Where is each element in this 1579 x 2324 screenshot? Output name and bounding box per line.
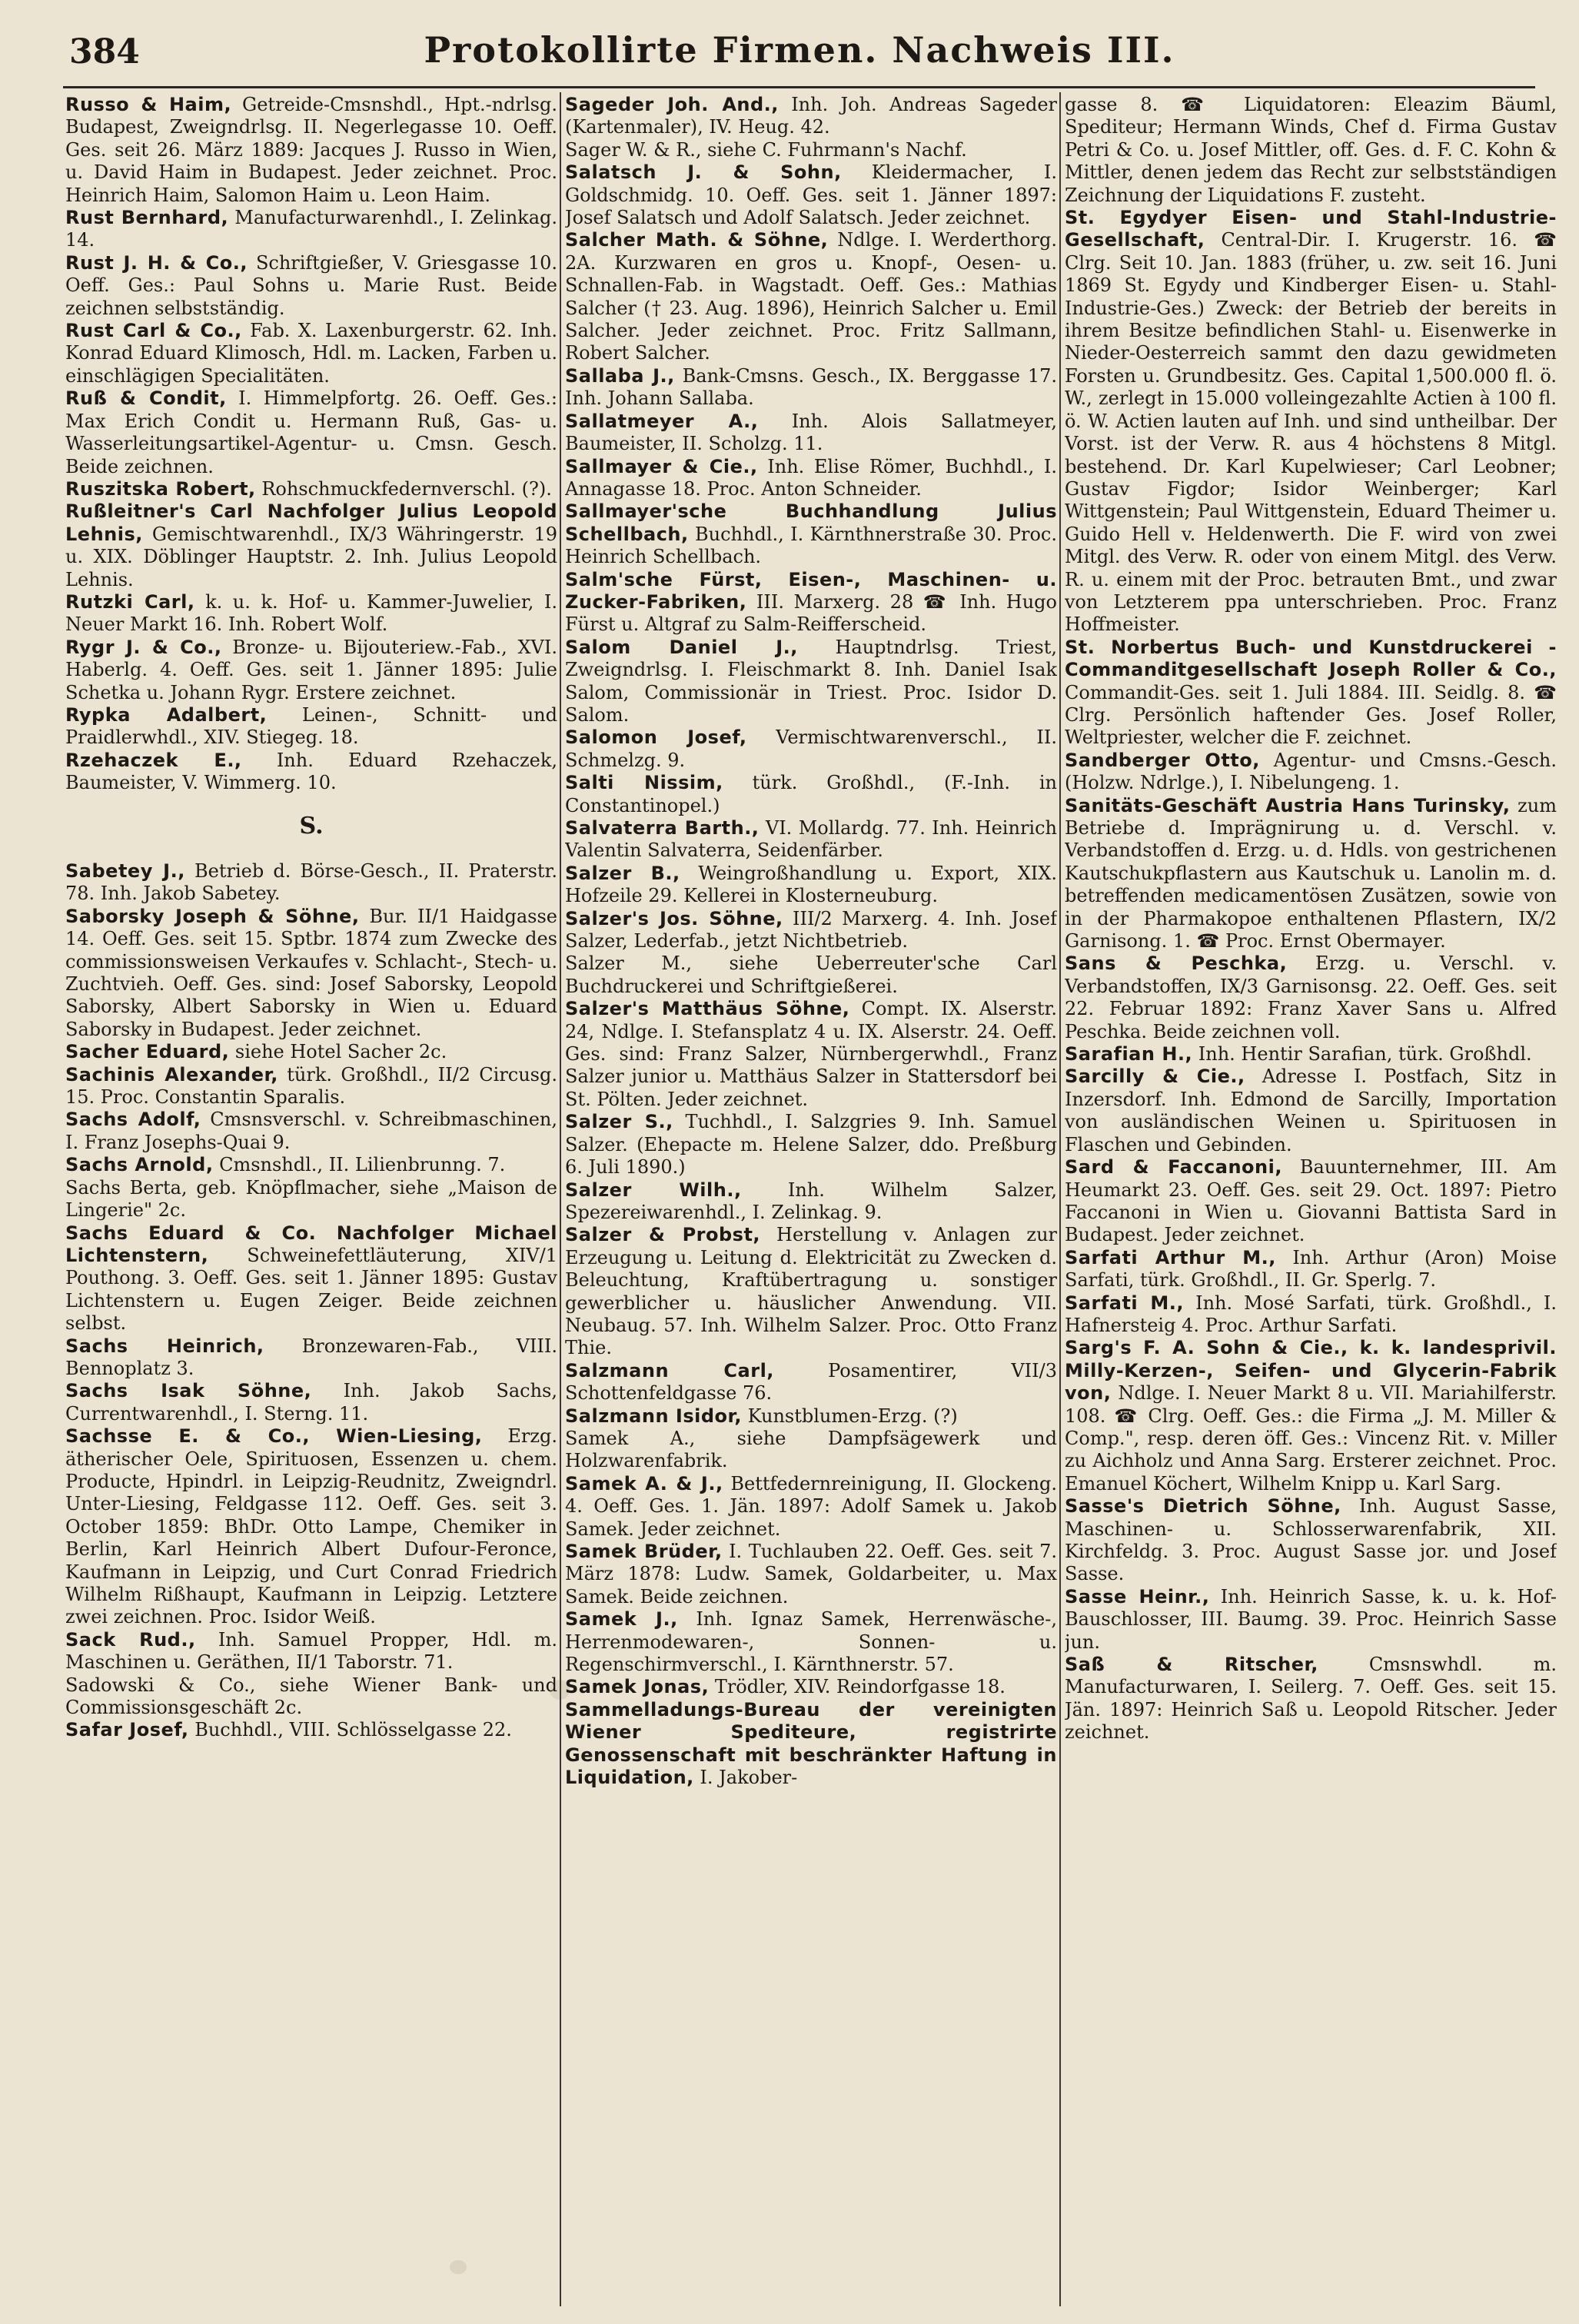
firm-name: Sarg's F. A. Sohn & Cie., k. k. landesprivil. Milly-Kerzen-, Seifen- und Glycerin-Fabrik von, — [1065, 1337, 1557, 1405]
firm-entry — [1065, 1066, 1557, 1156]
firm-entry — [65, 1222, 557, 1335]
firm-details: Inh. Mosé Sarfati, türk. Großhdl., I. Hafnersteig 4. Proc. Arthur Sarfati. — [1065, 1292, 1557, 1336]
firm-name: Sacher Eduard, — [65, 1041, 230, 1063]
firm-entry — [1065, 637, 1557, 750]
firm-name: Samek A. & J., — [565, 1472, 723, 1494]
firm-entry — [565, 500, 1057, 568]
firm-entry — [65, 1064, 557, 1109]
firm-name: Sasse's Dietrich Söhne, — [1065, 1495, 1341, 1518]
firm-details: Fab. X. Laxenburgerstr. 62. Inh. Konrad Eduard Klimosch, Hdl. m. Lacken, Farben u. einschlägigen Specialitäten. — [65, 320, 557, 387]
column-2 — [565, 94, 1057, 2308]
firm-details: Commandit-Ges. seit 1. Juli 1884. III. Seidlg. 8. ☎ Clrg. Persönlich haftender Ges. Josef Roller, Weltpriester, welcher die F. zeichnet. — [1065, 681, 1557, 749]
firm-name: Russo & Haim, — [65, 94, 232, 115]
firm-name: Sageder Joh. And., — [565, 94, 779, 115]
firm-name: Rust J. H. & Co., — [65, 251, 248, 274]
firm-name: Rzehaczek E., — [65, 749, 242, 771]
firm-details: Agentur- und Cmsns.-Gesch. (Holzw. Ndrlge.), I. Nibelungeng. 1. — [1065, 749, 1557, 794]
firm-details: Posamentirer, VII/3 Schottenfeldgasse 76. — [565, 1359, 1057, 1405]
firm-details: Bronzewaren-Fab., VIII. Bennoplatz 3. — [65, 1335, 557, 1379]
firm-details: Gemischtwarenhdl., IX/3 Währingerstr. 19 u. XIX. Döblinger Hauptstr. 2. Inh. Julius Leopold Lehnis. — [65, 523, 557, 590]
firm-details: türk. Großhdl., II/2 Circusg. 15. Proc. Constantin Sparalis. — [65, 1063, 557, 1109]
firm-details: Ndlge. I. Werderthorg. 2A. Kurzwaren en gros u. Knopf-, Oesen- u. Schnallen-Fab. in Wagstadt. Oeff. Ges.: Mathias Salcher († 23. Aug. 1896), Heinrich Salcher u. Emil Salcher. Jeder zeichnet. Proc. Fritz Sallmann, Robert Salcher. — [565, 229, 1057, 364]
page-header — [69, 29, 1530, 83]
firm-name: Sachs Arnold, — [65, 1154, 214, 1176]
firm-entry — [565, 1473, 1057, 1541]
firm-entry — [565, 637, 1057, 727]
firm-entry — [565, 998, 1057, 1111]
firm-entry — [565, 1676, 1057, 1698]
firm-entry — [65, 1674, 557, 1720]
firm-entry — [565, 1360, 1057, 1405]
firm-entry — [65, 906, 557, 1041]
firm-name: Salatsch J. & Sohn, — [565, 161, 842, 184]
firm-name: Sarcilly & Cie., — [1065, 1066, 1245, 1088]
firm-name: Sachinis Alexander, — [65, 1063, 278, 1086]
firm-details: Betrieb d. Börse-Gesch., II. Praterstr. 78. Inh. Jakob Sabetey. — [65, 860, 557, 905]
firm-entry — [1065, 795, 1557, 953]
firm-entry — [65, 860, 557, 906]
firm-entry — [565, 1608, 1057, 1676]
firm-name: St. Egydyer Eisen- und Stahl-Industrie-Gesellschaft, — [1065, 207, 1557, 251]
firm-name: Salom Daniel J., — [565, 636, 798, 658]
firm-name: St. Norbertus Buch- und Kunstdruckerei - Commanditgesellschaft Joseph Roller & Co., — [1065, 636, 1557, 681]
firm-name: Salzer Wilh., — [565, 1179, 742, 1201]
firm-name: Salomon Josef, — [565, 726, 747, 749]
firm-details: Bauunternehmer, III. Am Heumarkt 23. Oeff. Ges. seit 29. Oct. 1897: Pietro Faccanoni in Wien u. Giovanni Battista Sard in Budapest. Jeder zeichnet. — [1065, 1156, 1557, 1246]
firm-entry — [565, 365, 1057, 411]
section-letter: S. — [299, 812, 324, 839]
firm-details: Bronze- u. Bijouteriew.-Fab., XVI. Haberlg. 4. Oeff. Ges. seit 1. Jänner 1895: Julie Schetka u. Johann Rygr. Erstere zeichnet. — [65, 636, 557, 703]
firm-details: I. Jakober- — [700, 1767, 798, 1789]
firm-details: Sager W. & R., siehe C. Fuhrmann's Nachf. — [565, 138, 967, 161]
firm-details: Buchhdl., VIII. Schlösselgasse 22. — [194, 1719, 512, 1741]
firm-details: Bur. II/1 Haidgasse 14. Oeff. Ges. seit 15. Sptbr. 1874 zum Zwecke des commissionsweisen Verkaufes v. Schlacht-, Stech- u. Zuchtvieh. Oeff. Ges. sind: Josef Saborsky, Leopold Saborsky, Albert Saborsky in Wien u. Eduard Saborsky in Budapest. Jeder zeichnet. — [65, 905, 557, 1040]
firm-entry — [565, 94, 1057, 139]
header-rule — [63, 86, 1535, 88]
firm-entry — [1065, 1156, 1557, 1247]
firm-details: Tuchhdl., I. Salzgries 9. Inh. Samuel Salzer. (Ehepacte m. Helene Salzer, ddo. Preßburg 6. Juli 1890.) — [565, 1111, 1057, 1179]
firm-entry — [1065, 1247, 1557, 1292]
firm-name: Salcher Math. & Söhne, — [565, 229, 829, 251]
firm-details: Cmsnshdl., II. Lilienbrunng. 7. — [219, 1154, 506, 1176]
firm-name: Sallatmeyer A., — [565, 410, 759, 432]
firm-name: Sack Rud., — [65, 1628, 196, 1651]
firm-details: Buchhdl., I. Kärnthnerstraße 30. Proc. Heinrich Schellbach. — [565, 523, 1057, 568]
firm-name: Salzer S., — [565, 1111, 673, 1133]
firm-details: Kunstblumen-Erzg. (?) — [747, 1405, 958, 1427]
firm-details: Salzer M., siehe Ueberreuter'sche Carl Buchdruckerei und Schriftgießerei. — [565, 953, 1057, 997]
firm-entry — [65, 637, 557, 704]
firm-entry — [565, 726, 1057, 772]
firm-details: k. u. k. Hof- u. Kammer-Juwelier, I. Neuer Markt 16. Inh. Robert Wolf. — [65, 590, 557, 636]
firm-details: Inh. Heinrich Sasse, k. u. k. Hof-Bauschlosser, III. Baumg. 39. Proc. Heinrich Sasse jun. — [1065, 1585, 1557, 1653]
firm-details: Trödler, XIV. Reindorfgasse 18. — [714, 1676, 1006, 1698]
firm-entry — [65, 1041, 557, 1063]
firm-details: Inh. Joh. Andreas Sageder (Kartenmaler), IV. Heug. 42. — [565, 94, 1057, 138]
firm-name: Sarfati M., — [1065, 1292, 1185, 1314]
firm-details: VI. Mollardg. 77. Inh. Heinrich Valentin Salvaterra, Seidenfärber. — [565, 817, 1057, 862]
firm-details: gasse 8. ☎ Liquidatoren: Eleazim Bäuml, Spediteur; Hermann Winds, Chef d. Firma Gustav Petri & Co. u. Josef Mittler, off. Ges. d. F. C. Kohn & Mittler, denen jedem das Recht zur selbstständigen Zeichnung der Liquidations F. zusteht. — [1065, 94, 1557, 206]
firm-entry — [565, 456, 1057, 501]
firm-entry — [65, 94, 557, 207]
firm-entry — [65, 1629, 557, 1674]
firm-name: Sallmayer'sche Buchhandlung Julius Schellbach, — [565, 500, 1057, 545]
firm-entry — [65, 1425, 557, 1629]
firm-details: Bettfedernreinigung, II. Glockeng. 4. Oeff. Ges. 1. Jän. 1897: Adolf Samek u. Jakob Samek. Jeder zeichnet. — [565, 1472, 1057, 1540]
firm-details: Sachs Berta, geb. Knöpflmacher, siehe „Maison de Lingerie" 2c. — [65, 1176, 557, 1222]
firm-entry — [65, 207, 557, 252]
running-title: Protokollirte Firmen. Nachweis III. — [424, 29, 1175, 71]
firm-name: Salzer B., — [565, 862, 680, 884]
firm-entry — [65, 591, 557, 637]
firm-details: Inh. Samuel Propper, Hdl. m. Maschinen u. Geräthen, II/1 Taborstr. 71. — [65, 1628, 557, 1674]
firm-details: Herstellung v. Anlagen zur Erzeugung u. Leitung d. Elektricität zu Zwecken d. Beleuchtung, Kraftübertragung u. sonstiger gewerblicher u. häuslicher Anwendung. VII. Neubaug. 57. Inh. Wilhelm Salzer. Proc. Otto Franz Thie. — [565, 1224, 1057, 1359]
firm-name: Salzer & Probst, — [565, 1224, 761, 1246]
firm-details: Cmsnswhdl. m. Manufacturwaren, I. Seilerg. 7. Oeff. Ges. seit 15. Jän. 1897: Heinrich Saß u. Leopold Ritscher. Jeder zeichnet. — [1065, 1654, 1557, 1744]
firm-name: Sachs Adolf, — [65, 1109, 201, 1131]
firm-name: Sallmayer & Cie., — [565, 455, 758, 477]
firm-details: Inh. Ignaz Samek, Herrenwäsche-, Herrenmodewaren-, Sonnen- u. Regenschirmverschl., I. Kärnthnerstr. 57. — [565, 1608, 1057, 1676]
firm-entry — [565, 772, 1057, 817]
firm-name: Ruszitska Robert, — [65, 477, 256, 500]
firm-name: Rutzki Carl, — [65, 590, 195, 613]
firm-entry — [565, 908, 1057, 953]
firm-name: Salvaterra Barth., — [565, 817, 760, 839]
firm-details: Central-Dir. I. Krugerstr. 16. ☎ Clrg. Seit 10. Jan. 1883 (früher, u. zw. seit 16. Juni 1869 St. Egydy und Kindberger Eisen- u. Stahl-Industrie-Ges.) Zweck: der Betrieb der bereits in ihrem Besitze befindlichen Stahl- u. Eisenwerke in Nieder-Oesterreich sammt den dazu gewidmeten Forsten u. Grundbesitz. Ges. Capital 1,500.000 fl. ö. W., zerlegt in 15.000 volleingezahlte Actien à 100 fl. ö. W. Actien lauten auf Inh. und sind untheilbar. Der Vorst. ist der Verw. R. aus 4 höchstens 8 Mitgl. bestehend. Dr. Karl Kupelwieser; Carl Leobner; Gustav Figdor; Isidor Weinberger; Karl Wittgenstein; Paul Wittgenstein, Eduard Theimer u. Guido Hell v. Heldenwerth. Die F. wird von zwei Mitgl. des Verw. R. oder von einem Mitgl. des Verw. R. u. einem mit der Proc. betrauten Bmt., und zwar von Letzterem ppa unterschrieben. Proc. Franz Hoffmeister. — [1065, 229, 1557, 636]
firm-entry — [565, 1405, 1057, 1428]
firm-name: Ruß & Condit, — [65, 387, 227, 410]
firm-entry — [65, 1154, 557, 1176]
firm-details: Leinen-, Schnitt- und Praidlerwhdl., XIV. Stiegeg. 18. — [65, 703, 557, 749]
firm-entry — [65, 478, 557, 500]
firm-details: Inh. Jakob Sachs, Currentwarenhdl., I. Sterng. 11. — [65, 1380, 557, 1425]
firm-entry — [1065, 1654, 1557, 1744]
firm-entry — [65, 1380, 557, 1425]
firm-entry — [565, 1699, 1057, 1790]
firm-entry — [1065, 750, 1557, 795]
firm-name: Sammelladungs-Bureau der vereinigten Wiener Spediteure, registrirte Genossenschaft mit beschränkter Haftung in Liquidation, — [565, 1698, 1057, 1789]
firm-details: Samek A., siehe Dampfsägewerk und Holzwarenfabrik. — [565, 1427, 1057, 1472]
column-divider — [560, 92, 561, 2306]
firm-entry — [65, 500, 557, 591]
firm-details: Vermischtwarenverschl., II. Schmelzg. 9. — [565, 726, 1057, 771]
firm-details: III. Marxerg. 28 ☎ Inh. Hugo Fürst u. Altgraf zu Salm-Reifferscheid. — [565, 590, 1057, 636]
firm-details: III/2 Marxerg. 4. Inh. Josef Salzer, Lederfab., jetzt Nichtbetrieb. — [565, 907, 1057, 953]
firm-details: Ndlge. I. Neuer Markt 8 u. VII. Mariahilferstr. 108. ☎ Clrg. Oeff. Ges.: die Firma „J. M. Miller & Comp.", resp. deren öff. Ges.: Vincenz Rit. v. Miller zu Aichholz und Anna Sarg. Ersterer zeichnet. Proc. Emanuel Köchert, Wilhelm Knipp u. Karl Sarg. — [1065, 1382, 1557, 1494]
firm-name: Safar Josef, — [65, 1719, 189, 1741]
firm-name: Samek Jonas, — [565, 1676, 710, 1698]
column-divider — [1059, 92, 1061, 2306]
firm-name: Saß & Ritscher, — [1065, 1654, 1318, 1676]
firm-details: Cmsnsverschl. v. Schreibmaschinen, I. Franz Josephs-Quai 9. — [65, 1109, 557, 1153]
firm-details: Getreide-Cmsnshdl., Hpt.-ndrlsg. Budapest, Zweigndrlsg. II. Negerlegasse 10. Oeff. Ges. seit 26. März 1889: Jacques J. Russo in Wien, u. David Haim in Budapest. Jeder zeichnet. Proc. Heinrich Haim, Salomon Haim u. Leon Haim. — [65, 94, 557, 206]
firm-details: Bank-Cmsns. Gesch., IX. Berggasse 17. Inh. Johann Sallaba. — [565, 364, 1057, 410]
firm-details: Erzg. u. Verschl. v. Verbandstoffen, IX/3 Garnisonsg. 22. Oeff. Ges. seit 22. Februar 1892: Franz Xaver Sans u. Alfred Peschka. Beide zeichnen voll. — [1065, 953, 1557, 1042]
firm-name: Rypka Adalbert, — [65, 703, 268, 726]
firm-details: Schweinefettläuterung, XIV/1 Pouthong. 3. Oeff. Ges. seit 1. Jänner 1895: Gustav Lichtenstern u. Eugen Zeiger. Beide zeichnen selbst. — [65, 1244, 557, 1335]
firm-entry — [1065, 207, 1557, 637]
firm-details: I. Himmelpfortg. 26. Oeff. Ges.: Max Erich Condit u. Hermann Ruß, Gas- u. Wasserleitungsartikel-Agentur- u. Cmsn. Gesch. Beide zeichnen. — [65, 387, 557, 477]
firm-name: Sachsse E. & Co., Wien-Liesing, — [65, 1425, 483, 1448]
firm-entry — [565, 863, 1057, 908]
firm-details: Schriftgießer, V. Griesgasse 10. Oeff. Ges.: Paul Sohns u. Marie Rust. Beide zeichnen selbstständig. — [65, 251, 557, 319]
firm-name: Rust Carl & Co., — [65, 320, 242, 342]
firm-details: Inh. Arthur (Aron) Moise Sarfati, türk. Großhdl., II. Gr. Sperlg. 7. — [1065, 1246, 1557, 1292]
firm-details: Rohschmuckfedernverschl. (?). — [261, 477, 552, 500]
firm-details: Adresse I. Postfach, Sitz in Inzersdorf. Inh. Edmond de Sarcilly, Importation von ausländischen Weinen u. Spirituosen in Flaschen und Gebinden. — [1065, 1066, 1557, 1155]
firm-details: siehe Hotel Sacher 2c. — [234, 1041, 447, 1063]
firm-details: Erzg. ätherischer Oele, Spirituosen, Essenzen u. chem. Producte, Hpindrl. in Leipzig-Reudnitz, Zweigndrl. Unter-Liesing, Feldgasse 112. Oeff. Ges. seit 3. October 1859: BhDr. Otto Lampe, Chemiker in Berlin, Karl Heinrich Albert Dufour-Feronce, Kaufmann in Leipzig, und Curt Conrad Friedrich Wilhelm Rißhaupt, Kaufmann in Leipzig. Letztere zwei zeichnen. Proc. Isidor Weiß. — [65, 1425, 557, 1628]
firm-name: Sarafian H., — [1065, 1043, 1193, 1066]
firm-details: Inh. Alois Sallatmeyer, Baumeister, II. Scholzg. 11. — [565, 410, 1057, 455]
firm-details: Compt. IX. Alserstr. 24, Ndlge. I. Stefansplatz 4 u. IX. Alserstr. 24. Oeff. Ges. sind: Franz Salzer, Nürnbergerwhdl., Franz Salzer junior u. Matthäus Salzer in Stattersdorf bei St. Pölten. Jeder zeichnet. — [565, 998, 1057, 1110]
firm-entry — [565, 139, 1057, 161]
firm-details: Inh. August Sasse, Maschinen- u. Schlosserwarenfabrik, XII. Kirchfeldg. 3. Proc. August Sasse jor. und Josef Sasse. — [1065, 1495, 1557, 1585]
column-1 — [65, 94, 557, 2308]
firm-name: Salzer's Jos. Söhne, — [565, 907, 783, 929]
firm-name: Samek Brüder, — [565, 1541, 723, 1562]
firm-details: Kleidermacher, I. Goldschmidg. 10. Oeff. Ges. seit 1. Jänner 1897: Josef Salatsch und Adolf Salatsch. Jeder zeichnet. — [565, 161, 1057, 229]
firm-entry — [65, 1177, 557, 1222]
firm-entry — [1065, 1337, 1557, 1495]
firm-entry — [565, 1224, 1057, 1359]
firm-name: Salm'sche Fürst, Eisen-, Maschinen- u. Zucker-Fabriken, — [565, 568, 1057, 613]
firm-entry — [65, 1335, 557, 1381]
firm-name: Salti Nissim, — [565, 772, 723, 794]
firm-entry — [1065, 953, 1557, 1043]
firm-details: I. Tuchlauben 22. Oeff. Ges. seit 7. März 1878: Ludw. Samek, Goldarbeiter, u. Max Samek. Beide zeichnen. — [565, 1541, 1057, 1608]
firm-entry — [1065, 1586, 1557, 1654]
firm-details: Manufacturwarenhdl., I. Zelinkag. 14. — [65, 207, 557, 251]
firm-entry — [65, 252, 557, 320]
firm-name: Rußleitner's Carl Nachfolger Julius Leopold Lehnis, — [65, 500, 557, 545]
firm-name: Sachs Eduard & Co. Nachfolger Michael Lichtenstern, — [65, 1222, 557, 1266]
firm-entry — [565, 817, 1057, 863]
firm-name: Sard & Faccanoni, — [1065, 1156, 1282, 1179]
firm-details: Inh. Wilhelm Salzer, Spezereiwarenhdl., I. Zelinkag. 9. — [565, 1179, 1057, 1223]
firm-details: Inh. Hentir Sarafian, türk. Großhdl. — [1198, 1043, 1532, 1066]
firm-details: Sadowski & Co., siehe Wiener Bank- und Commissionsgeschäft 2c. — [65, 1674, 557, 1719]
firm-entry — [65, 320, 557, 387]
column-3 — [1065, 94, 1557, 2308]
firm-name: Sanitäts-Geschäft Austria Hans Turinsky, — [1065, 794, 1511, 816]
firm-name: Rygr J. & Co., — [65, 636, 222, 658]
firm-name: Sandberger Otto, — [1065, 749, 1260, 771]
firm-name: Saborsky Joseph & Söhne, — [65, 905, 360, 927]
firm-entry — [565, 1541, 1057, 1608]
firm-name: Sachs Heinrich, — [65, 1335, 264, 1357]
firm-entry — [1065, 1495, 1557, 1586]
firm-name: Sans & Peschka, — [1065, 953, 1288, 975]
firm-details: zum Betriebe d. Imprägnirung u. d. Verschl. v. Verbandstoffen d. Erzg. u. d. Hdls. von gestrichenen Kautschukpflastern aus Kautschuk u. Lanolin m. d. betreffenden medicamentösen Zusätzen, sowie von in der Pharmakopoe enthaltenen Pflastern, IX/2 Garnisong. 1. ☎ Proc. Ernst Obermayer. — [1065, 794, 1557, 953]
firm-entry — [565, 161, 1057, 229]
firm-name: Sachs Isak Söhne, — [65, 1380, 312, 1402]
firm-name: Sarfati Arthur M., — [1065, 1246, 1276, 1268]
firm-name: Salzer's Matthäus Söhne, — [565, 998, 850, 1020]
firm-entry — [565, 1179, 1057, 1225]
firm-name: Sasse Heinr., — [1065, 1585, 1210, 1608]
firm-entry — [565, 411, 1057, 456]
firm-entry — [65, 750, 557, 795]
firm-details: Inh. Elise Römer, Buchhdl., I. Annagasse 18. Proc. Anton Schneider. — [565, 455, 1057, 500]
firm-details: türk. Großhdl., (F.-Inh. in Constantinopel.) — [565, 772, 1057, 816]
firm-entry — [565, 1428, 1057, 1473]
firm-name: Rust Bernhard, — [65, 207, 229, 229]
firm-entry — [565, 229, 1057, 364]
firm-details: Weingroßhandlung u. Export, XIX. Hofzeile 29. Kellerei in Klosterneuburg. — [565, 862, 1057, 907]
page-number: 384 — [69, 32, 140, 71]
firm-entry — [1065, 1043, 1557, 1066]
firm-name: Salzmann Carl, — [565, 1359, 774, 1381]
firm-entry — [65, 387, 557, 478]
firm-entry — [1065, 1292, 1557, 1338]
firm-name: Samek J., — [565, 1608, 678, 1631]
firm-entry — [1065, 94, 1557, 207]
firm-entry — [65, 1109, 557, 1154]
firm-name: Sabetey J., — [65, 860, 185, 882]
firm-entry — [65, 704, 557, 750]
firm-entry — [65, 1719, 557, 1741]
firm-entry — [565, 953, 1057, 998]
firm-details: Hauptndrlsg. Triest, Zweigndrlsg. I. Fleischmarkt 8. Inh. Daniel Isak Salom, Commissionär in Triest. Proc. Isidor D. Salom. — [565, 636, 1057, 726]
firm-entry — [565, 1111, 1057, 1179]
firm-name: Sallaba J., — [565, 364, 675, 387]
firm-details: Inh. Eduard Rzehaczek, Baumeister, V. Wimmerg. 10. — [65, 749, 557, 794]
firm-entry — [565, 569, 1057, 637]
firm-name: Salzmann Isidor, — [565, 1405, 742, 1427]
